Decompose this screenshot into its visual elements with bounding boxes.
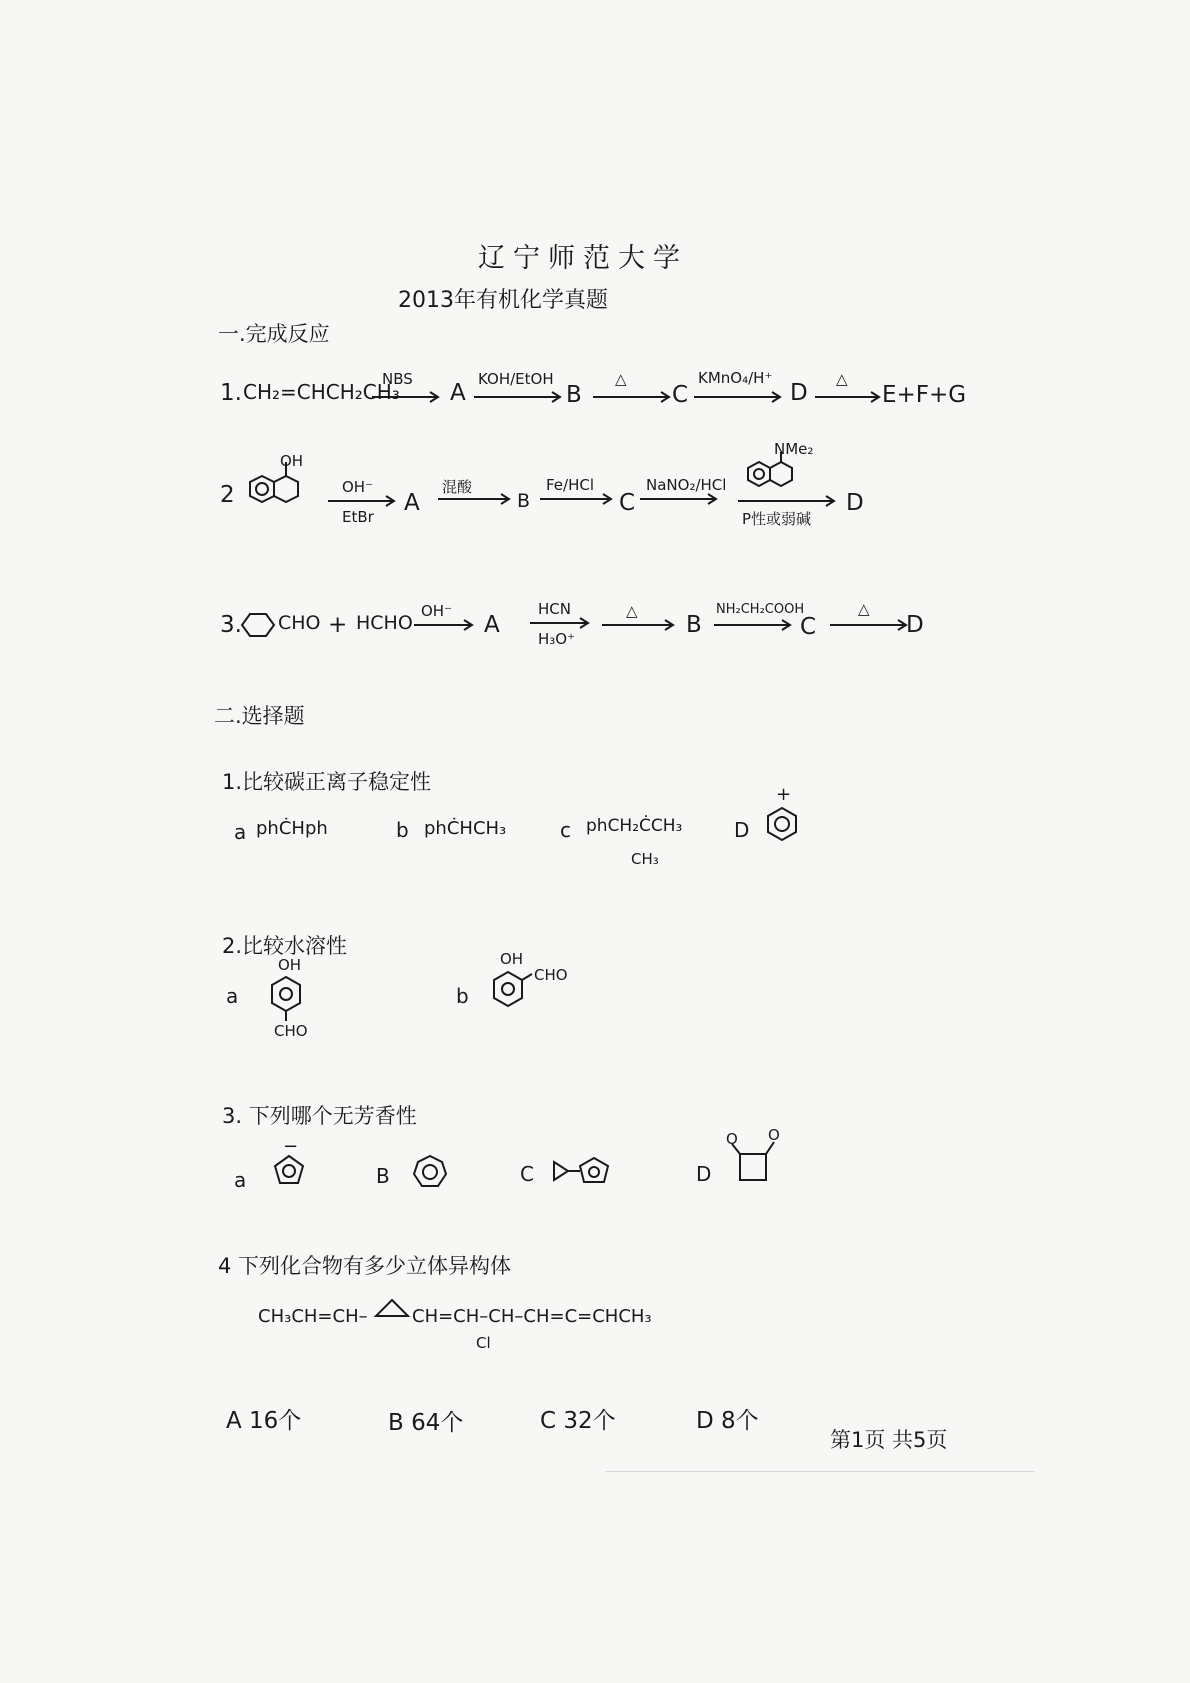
option-label: D: [734, 818, 750, 842]
reaction-arrow: [474, 392, 564, 402]
charge-label: +: [776, 784, 792, 805]
reagent-label: 混酸: [442, 478, 473, 496]
option-label: a: [234, 1168, 247, 1192]
section-heading-reactions: 一.完成反应: [218, 322, 330, 346]
answer-option: C 32个: [540, 1408, 616, 1434]
reagent-label: Fe/HCl: [546, 476, 595, 494]
option-label: a: [234, 820, 247, 844]
question-text: 1.比较碳正离子稳定性: [222, 770, 432, 794]
reagent-label: NBS: [382, 370, 413, 388]
page-title: 辽宁师范大学: [478, 243, 688, 274]
cyclohexane-structure: [242, 612, 276, 638]
salicylaldehyde-structure: [490, 970, 540, 1010]
divider: [605, 1471, 1035, 1472]
atom-label: O: [726, 1130, 738, 1148]
substituent-label: NMe₂: [774, 440, 814, 458]
reaction-number: 1.: [220, 380, 242, 406]
reagent-label: △: [626, 602, 638, 620]
option-label: b: [456, 984, 469, 1008]
reaction-arrow: [438, 494, 513, 504]
reactant: HCHO: [356, 612, 413, 634]
option-formula: phĊHCH₃: [424, 818, 507, 839]
product: A: [450, 380, 466, 406]
product: D: [846, 490, 864, 516]
question-text: 2.比较水溶性: [222, 934, 348, 958]
reaction-arrow: [694, 392, 784, 402]
substituent-label: Cl: [476, 1334, 491, 1352]
atom-label: O: [768, 1126, 780, 1144]
product: B: [517, 490, 531, 512]
option-formula: phĊHph: [256, 818, 328, 839]
substituent-label: CHO: [274, 1022, 308, 1040]
option-label: C: [520, 1162, 534, 1186]
reaction-arrow: [738, 496, 838, 506]
product: C: [672, 382, 689, 408]
question-text: 4 下列化合物有多少立体异构体: [218, 1254, 512, 1278]
reaction-number: 3.: [220, 612, 242, 638]
product: B: [566, 382, 582, 408]
naphthol-structure: [250, 472, 310, 512]
product: D: [906, 612, 924, 638]
answer-option: B 64个: [388, 1410, 464, 1436]
substituent-label: OH: [500, 950, 524, 968]
reagent-label: KMnO₄/H⁺: [698, 369, 773, 387]
product: D: [790, 380, 808, 406]
cyclohexadienyl-cation-structure: [764, 806, 800, 842]
reagent-label: NH₂CH₂COOH: [716, 602, 805, 617]
cyclobutenedione-structure: [736, 1150, 772, 1186]
reaction-arrow: [372, 392, 442, 402]
reaction-arrow: [602, 620, 677, 630]
option-label: D: [696, 1162, 712, 1186]
answer-option: A 16个: [226, 1408, 302, 1434]
reagent-label: NaNO₂/HCl: [646, 476, 727, 494]
product: A: [404, 490, 420, 516]
substituent-label: CHO: [534, 966, 568, 984]
reaction-arrow: [714, 620, 794, 630]
reagent-label: OH⁻: [421, 602, 453, 620]
formula: CH=CH–CH–CH=C=CHCH₃: [412, 1306, 652, 1327]
reagent-label: △: [615, 370, 627, 388]
reaction-arrow: [328, 496, 398, 506]
reagent-label: HCN: [538, 600, 571, 618]
reaction-arrow: [640, 494, 720, 504]
reagent-label: EtBr: [342, 508, 374, 526]
section-heading-choices: 二.选择题: [214, 704, 305, 728]
plus-sign: +: [328, 612, 348, 638]
reagent-label: △: [858, 600, 870, 618]
reaction-arrow: [593, 392, 673, 402]
reaction-arrow: [830, 620, 910, 630]
option-label: c: [560, 818, 571, 842]
reactant: CH₂=CHCH₂CH₃: [243, 380, 400, 404]
cyclopropane-structure: [372, 1298, 412, 1320]
product: B: [686, 612, 702, 638]
answer-option: D 8个: [696, 1408, 759, 1434]
question-text: 3. 下列哪个无芳香性: [222, 1104, 417, 1128]
substituent-label: CH₃: [631, 850, 659, 868]
cycloheptatriene-structure: [412, 1154, 448, 1190]
substituent-label: OH: [278, 956, 302, 974]
reagent-label: △: [836, 370, 848, 388]
substituent-label: CHO: [278, 612, 321, 634]
products: E+F+G: [882, 382, 967, 408]
reagent-label: H₃O⁺: [538, 630, 576, 648]
calicene-structure: [552, 1156, 614, 1186]
reagent-label: KOH/EtOH: [478, 370, 554, 388]
reaction-number: 2: [220, 482, 235, 508]
p-hydroxybenzaldehyde-structure: [268, 975, 304, 1015]
reagent-label: P性或弱碱: [742, 510, 812, 528]
product: C: [800, 614, 817, 640]
page-subtitle: 2013年有机化学真题: [398, 288, 608, 313]
charge-label: −: [283, 1136, 299, 1157]
option-formula: phCH₂ĊCH₃: [586, 816, 683, 836]
option-label: b: [396, 818, 409, 842]
cyclopentadienyl-anion-structure: [272, 1154, 306, 1186]
option-label: B: [376, 1164, 390, 1188]
substituent-label: OH: [280, 452, 304, 470]
product: C: [619, 490, 636, 516]
reaction-arrow: [530, 618, 592, 628]
reaction-arrow: [414, 620, 476, 630]
reaction-arrow: [540, 494, 615, 504]
formula: CH₃CH=CH–: [258, 1306, 368, 1327]
reagent-label: OH⁻: [342, 478, 374, 496]
page-footer: 第1页 共5页: [830, 1428, 948, 1452]
product: A: [484, 612, 500, 638]
reaction-arrow: [815, 392, 883, 402]
option-label: a: [226, 984, 239, 1008]
dimethylnaphthylamine-structure: [748, 458, 804, 494]
